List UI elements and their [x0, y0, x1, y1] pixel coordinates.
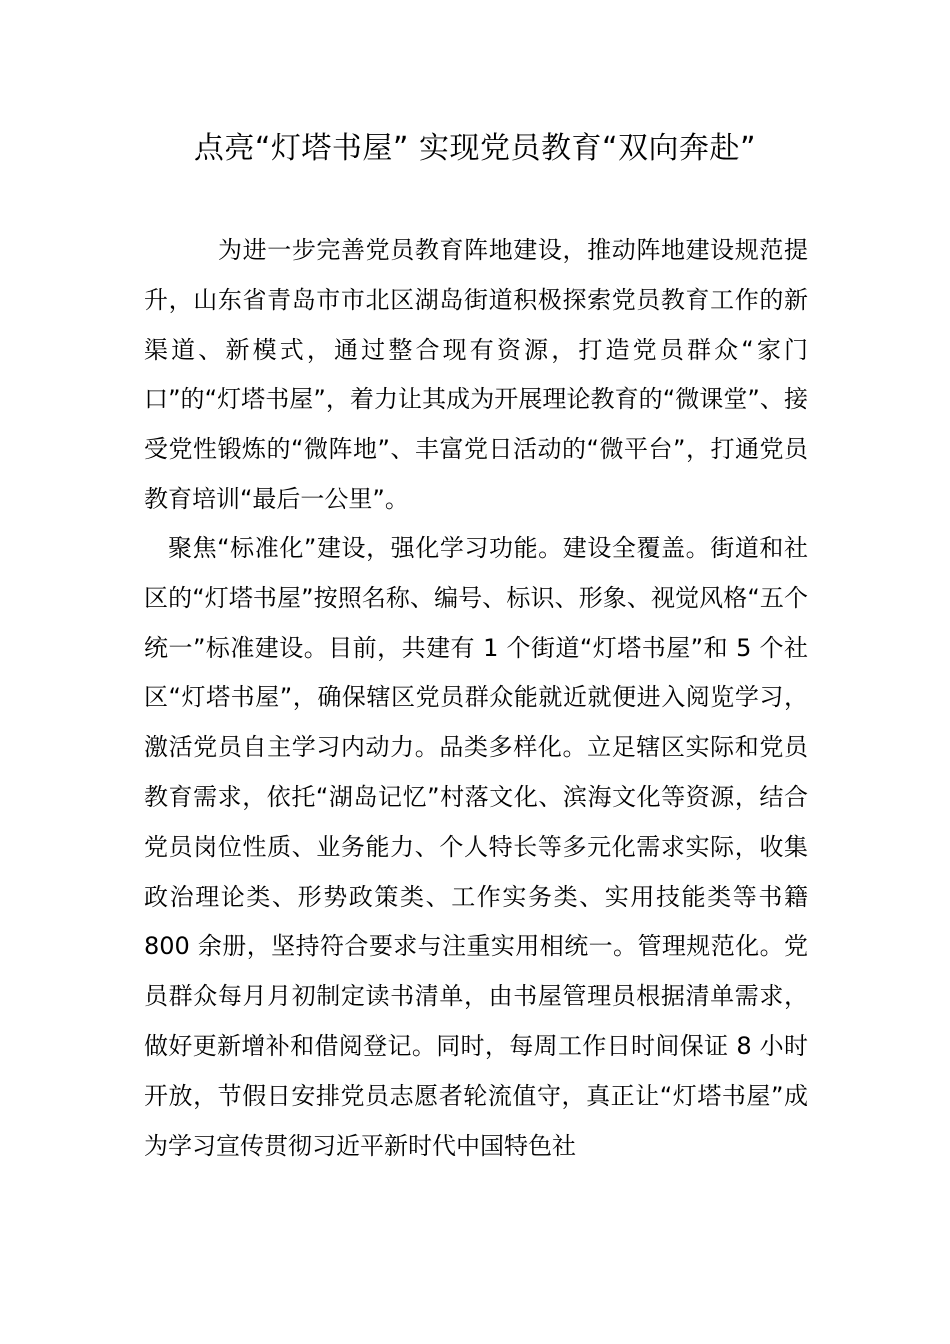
paragraph-intro: 为进一步完善党员教育阵地建设，推动阵地建设规范提升，山东省青岛市市北区湖岛街道积极探索党员教育工作的新渠道、新模式，通过整合现有资源，打造党员群众“家门口”的“灯塔书屋”，着力让其成为开展理论教育的“微课堂”、接受党性锻炼的“微阵地”、丰富党日活动的“微平台”，打通党员教育培训“最后一公里”。	[144, 236, 808, 513]
paragraph-standardization: 聚焦“标准化”建设，强化学习功能。建设全覆盖。街道和社区的“灯塔书屋”按照名称、编号、标识、形象、视觉风格“五个统一”标准建设。目前，共建有 1 个街道“灯塔书屋”和 5 个社区“灯塔书屋”，确保辖区党员群众能就近就便进入阅览学习，激活党员自主学习内动力。品类多样化。立足辖区实际和党员教育需求，依托“湖岛记忆”村落文化、滨海文化等资源，结合党员岗位性质、业务能力、个人特长等多元化需求实际，收集政治理论类、形势政策类、工作实务类、实用技能类等书籍 800 余册，坚持符合要求与注重实用相统一。管理规范化。党员群众每月月初制定读书清单，由书屋管理员根据清单需求，做好更新增补和借阅登记。同时，每周工作日时间保证 8 小时开放，节假日安排党员志愿者轮流值守，真正让“灯塔书屋”成为学习宣传贯彻习近平新时代中国特色社	[144, 534, 808, 1160]
document-title: 点亮“灯塔书屋” 实现党员教育“双向奔赴”	[193, 131, 757, 166]
